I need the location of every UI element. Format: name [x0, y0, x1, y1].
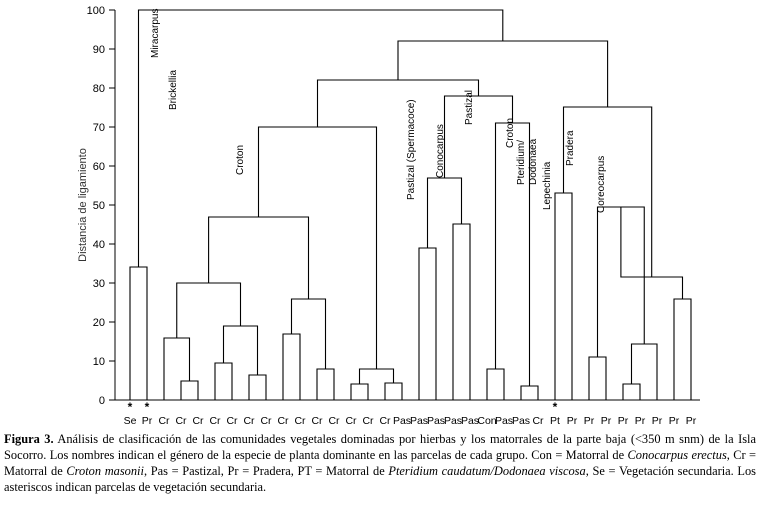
caption-segment: , Se = Vegetación secundaria. Los asteriscos indican parcelas de vegetación secundaria.: [4, 463, 756, 494]
leaf-label: Pr: [651, 415, 663, 427]
leaf-label: Pas: [511, 415, 531, 427]
group-label-pastizal: Pastizal: [464, 89, 475, 125]
leaf-label: Cr: [175, 415, 187, 427]
group-label-pastizal-spermacoce: Pastizal (Spermacoce): [406, 99, 417, 200]
figure-caption: [4, 432, 756, 496]
y-tick-label: 50: [92, 200, 105, 212]
group-label-miracarpus: Miracarpus: [150, 8, 161, 58]
leaf-label: Pr: [566, 415, 578, 427]
y-tick-label: 10: [92, 356, 105, 368]
leaf-label: Cr: [243, 415, 255, 427]
leaf-label: Se: [123, 415, 137, 427]
y-tick-label: 20: [92, 317, 105, 329]
asterisk-icon: *: [127, 400, 133, 414]
leaf-label: Cr: [532, 415, 544, 427]
leaf-label: Pr: [600, 415, 612, 427]
group-label-croton-2: Croton: [505, 117, 516, 148]
leaf-label: Pr: [141, 415, 153, 427]
leaf-label: Pas: [494, 415, 514, 427]
group-label-brickellia: Brickellia: [168, 69, 179, 110]
leaf-label: Cr: [345, 415, 357, 427]
caption-segment: , Pas = Pastizal, Pr = Pradera, PT = Matorral de: [143, 463, 389, 478]
leaf-label: Pas: [443, 415, 463, 427]
y-tick-label: 100: [86, 5, 105, 17]
y-tick-label: 0: [98, 395, 105, 407]
leaf-label: Pr: [685, 415, 697, 427]
leaf-label: Pt: [550, 415, 560, 427]
y-tick-label: 90: [92, 44, 105, 56]
leaf-label: Pr: [668, 415, 680, 427]
leaf-label: Cr: [379, 415, 391, 427]
caption-segment: , Cr = Matorral de: [4, 447, 756, 478]
y-tick-label: 40: [92, 239, 105, 251]
caption-segment: Análisis de clasificación de las comunidades vegetales dominadas por hierbas y los matorrales de la parte baja (<350 m snm) de la Isla Socorro. Los nombres indican el género de la especie de planta dominante en las parcelas de cada grupo. Con = Matorral de: [4, 432, 756, 462]
leaf-label: Pas: [460, 415, 480, 427]
leaf-label: Cr: [260, 415, 272, 427]
leaf-label: Pr: [617, 415, 629, 427]
leaf-label: Pr: [634, 415, 646, 427]
leaf-label: Cr: [192, 415, 204, 427]
leaf-label: Pas: [426, 415, 446, 427]
caption-segment: Pteridium caudatum/Dodonaea viscosa: [388, 463, 586, 478]
group-label-croton-1: Croton: [235, 144, 246, 175]
y-tick-label: 30: [92, 278, 105, 290]
leaf-label: Cr: [362, 415, 374, 427]
leaf-label: Cr: [158, 415, 170, 427]
y-tick-label: 70: [92, 122, 105, 134]
asterisk-icon: *: [144, 400, 150, 414]
caption-segment: Conocarpus erectus: [627, 447, 727, 462]
group-label-pteridium-dodonaea-line2: Dodonaea: [528, 138, 539, 185]
group-label-conocarpus: Conocarpus: [435, 124, 446, 178]
asterisk-icon: *: [552, 400, 558, 414]
group-label-coreocarpus: Coreocarpus: [596, 155, 607, 213]
leaf-label: Pas: [392, 415, 412, 427]
caption-segment: Croton masonii: [66, 463, 144, 478]
caption-segment: Figura 3.: [4, 432, 54, 446]
leaf-label: Cr: [209, 415, 221, 427]
y-tick-label: 80: [92, 83, 105, 95]
leaf-label: Cr: [226, 415, 238, 427]
leaf-label: Cr: [311, 415, 323, 427]
group-label-lepechinia: Lepechinia: [542, 161, 553, 210]
leaf-label: Cr: [277, 415, 289, 427]
group-label-pteridium-dodonaea-line1: Pteridium/: [516, 139, 527, 185]
leaf-label: Con: [477, 415, 497, 427]
leaf-labels: [124, 415, 697, 427]
leaf-label: Pas: [409, 415, 429, 427]
leaf-label: Cr: [328, 415, 340, 427]
y-axis-title: Distancia de ligamiento: [77, 148, 89, 262]
leaf-label: Pr: [583, 415, 595, 427]
y-tick-label: 60: [92, 161, 105, 173]
leaf-label: Cr: [294, 415, 306, 427]
group-label-pradera: Pradera: [565, 130, 576, 166]
